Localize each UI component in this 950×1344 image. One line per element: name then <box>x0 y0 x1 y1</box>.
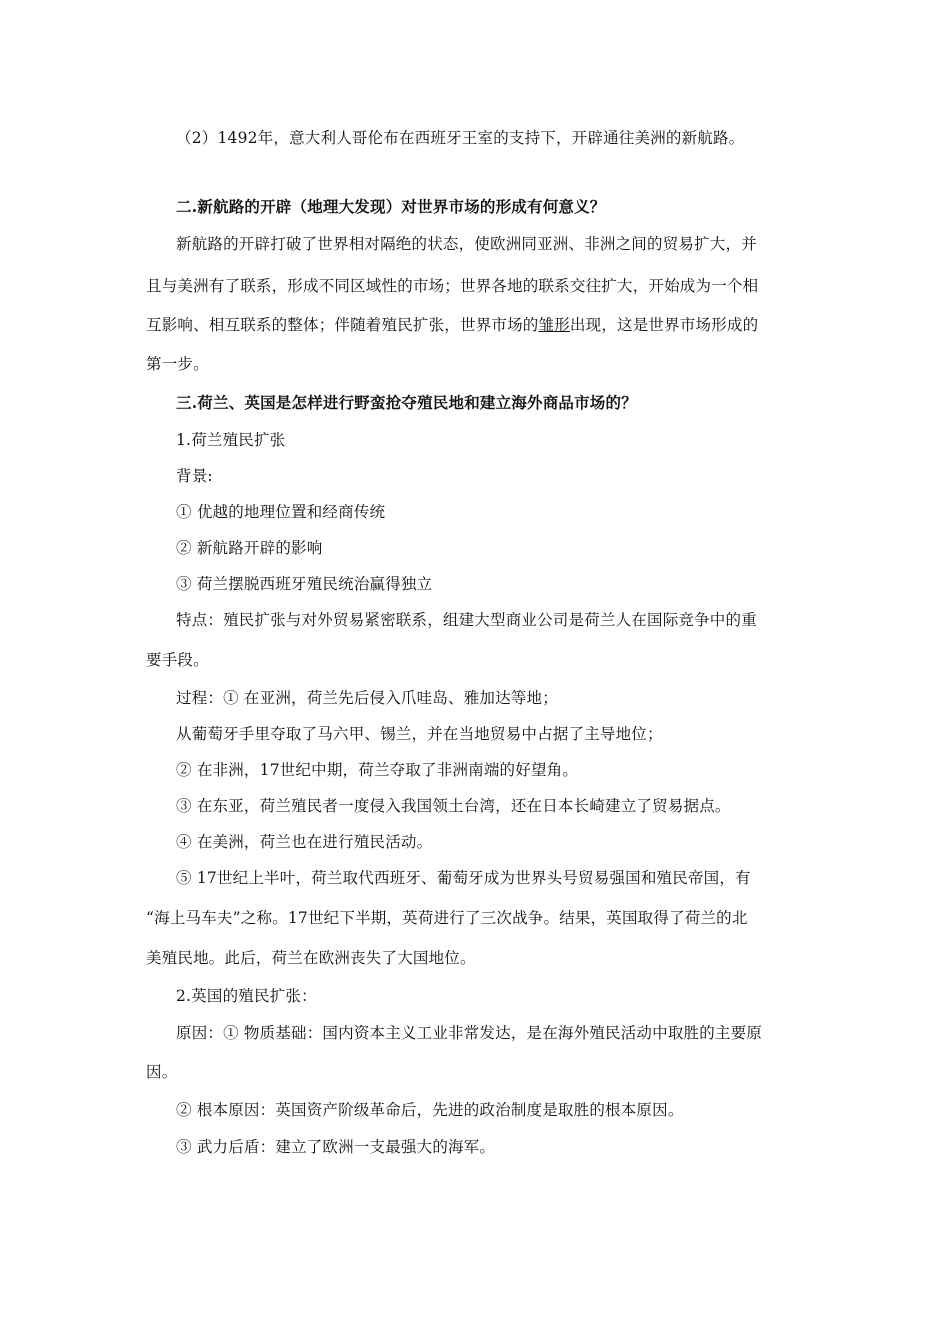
paragraph-line: “海上马车夫”之称。17世纪下半期，英荷进行了三次战争。结果，英国取得了荷兰的北 <box>146 909 748 927</box>
paragraph-line: 且与美洲有了联系，形成不同区域性的市场；世界各地的联系交往扩大，开始成为一个相 <box>146 277 759 295</box>
subheading-netherlands: 1.荷兰殖民扩张 <box>176 431 286 449</box>
section-heading-2: 二.新航路的开辟（地理大发现）对世界市场的形成有何意义？ <box>176 197 606 216</box>
paragraph-line: 从葡萄牙手里夺取了马六甲、锡兰，并在当地贸易中占据了主导地位； <box>176 725 663 743</box>
list-item: ② 在非洲，17世纪中期，荷兰夺取了非洲南端的好望角。 <box>176 761 579 779</box>
paragraph-line: 第一步。 <box>146 355 209 373</box>
paragraph-line: 要手段。 <box>146 651 209 669</box>
paragraph-columbus: （2）1492年，意大利人哥伦布在西班牙王室的支持下，开辟通往美洲的新航路。 <box>176 129 745 147</box>
list-item: ② 根本原因：英国资产阶级革命后，先进的政治制度是取胜的根本原因。 <box>176 1101 684 1119</box>
list-item: ② 新航路开辟的影响 <box>176 539 323 557</box>
list-item: ④ 在美洲，荷兰也在进行殖民活动。 <box>176 833 433 851</box>
label-background: 背景: <box>176 467 213 485</box>
subheading-britain: 2.英国的殖民扩张： <box>176 987 317 1005</box>
list-item: ③ 武力后盾：建立了欧洲一支最强大的海军。 <box>176 1138 496 1156</box>
text-segment: 互影响、相互联系的整体；伴随着殖民扩张，世界市场的 <box>146 316 539 334</box>
list-item: ③ 荷兰摆脱西班牙殖民统治赢得独立 <box>176 575 433 593</box>
text-segment: 出现，这是世界市场形成的 <box>569 316 759 334</box>
paragraph-line: 美殖民地。此后，荷兰在欧洲丧失了大国地位。 <box>146 949 476 967</box>
paragraph-line: 特点：殖民扩张与对外贸易紧密联系，组建大型商业公司是荷兰人在国际竞争中的重 <box>176 611 757 629</box>
paragraph-line <box>146 315 816 335</box>
list-item: ① 优越的地理位置和经商传统 <box>176 503 386 521</box>
paragraph-line: 过程：① 在亚洲，荷兰先后侵入爪哇岛、雅加达等地； <box>176 689 558 707</box>
list-item: ③ 在东亚，荷兰殖民者一度侵入我国领土台湾，还在日本长崎建立了贸易据点。 <box>176 797 731 815</box>
list-item: ⑤ 17世纪上半叶，荷兰取代西班牙、葡萄牙成为世界头号贸易强国和殖民帝国，有 <box>176 869 751 887</box>
underlined-term: 雏形 <box>538 316 570 334</box>
section-heading-3: 三.荷兰、英国是怎样进行野蛮抢夺殖民地和建立海外商品市场的？ <box>176 393 637 412</box>
paragraph-line: 新航路的开辟打破了世界相对隔绝的状态，使欧洲同亚洲、非洲之间的贸易扩大，并 <box>176 235 757 253</box>
paragraph-line: 因。 <box>146 1063 178 1081</box>
paragraph-line: 原因：① 物质基础：国内资本主义工业非常发达，是在海外殖民活动中取胜的主要原 <box>176 1024 763 1042</box>
